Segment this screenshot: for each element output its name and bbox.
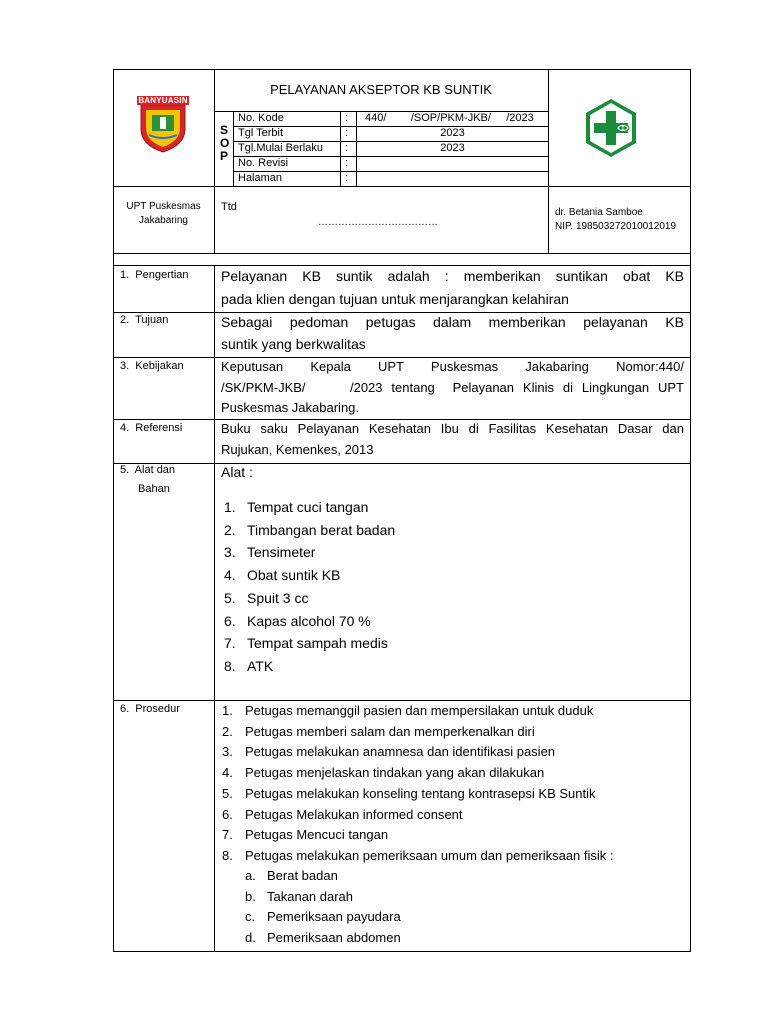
banyuasin-logo-text: BANYUASIN: [138, 96, 188, 105]
document-title: PELAYANAN AKSEPTOR KB SUNTIK: [270, 82, 492, 97]
label-alat-line1: 5. Alat dan: [120, 464, 176, 476]
list-item: 5. Spuit 3 cc: [224, 589, 309, 606]
sop-letter-p: P: [220, 149, 229, 163]
list-item: 3. Petugas melakukan anamnesa dan identifikasi pasien: [222, 744, 556, 760]
kemenkes-logo: [580, 97, 642, 159]
field-colon: :: [345, 157, 349, 169]
list-item: b. Takanan darah: [245, 888, 354, 904]
field-label-tgl-mulai: Tgl.Mulai Berlaku: [238, 142, 323, 154]
list-item: 5. Petugas melakukan konseling tentang kontrasepsi KB Suntik: [222, 785, 596, 801]
field-value-tgl-terbit: 2023: [440, 127, 465, 139]
pengertian-line1: Pelayanan KB suntik adalah : memberikan suntikan obat KB: [221, 268, 684, 284]
pengertian-line2: pada klien dengan tujuan untuk menjarangkan kelahiran: [221, 291, 569, 307]
referensi-line2: Rujukan, Kemenkes, 2013: [221, 442, 374, 457]
list-item: 4. Obat suntik KB: [224, 567, 341, 584]
list-item: 1. Petugas memanggil pasien dan mempersilakan untuk duduk: [222, 703, 594, 718]
kebijakan-line2: /SK/PKM-JKB/ /2023 tentang Pelayanan Klinis di Lingkungan UPT: [221, 380, 684, 395]
field-label-halaman: Halaman: [238, 172, 283, 184]
sop-letter-o: O: [220, 136, 230, 150]
list-item: 2. Petugas memberi salam dan memperkenalkan diri: [222, 723, 535, 739]
field-label-no-revisi: No. Revisi: [238, 157, 289, 169]
signature-dots: ………………………………: [318, 217, 438, 228]
kebijakan-line3: Puskesmas Jakabaring.: [221, 400, 360, 415]
tujuan-line2: suntik yang berkwalitas: [221, 336, 366, 352]
label-referensi: 4. Referensi: [120, 422, 183, 434]
signer-name: dr. Betania Samboe: [555, 207, 643, 218]
label-kebijakan: 3. Kebijakan: [120, 360, 184, 372]
field-colon: :: [345, 142, 349, 154]
alat-list: [224, 496, 395, 678]
list-item: 6. Petugas Melakukan informed consent: [222, 806, 463, 822]
sop-letter-s: S: [220, 123, 229, 137]
unit-name-line1: UPT Puskesmas: [126, 201, 201, 212]
prosedur-list: [222, 701, 614, 867]
list-item: 8. ATK: [224, 657, 274, 674]
field-label-tgl-terbit: Tgl Terbit: [238, 127, 284, 139]
field-value-no-kode: 440/ /SOP/PKM-JKB/ /2023: [365, 112, 534, 124]
field-value-tgl-mulai: 2023: [440, 142, 465, 154]
referensi-line1: Buku saku Pelayanan Kesehatan Ibu di Fasilitas Kesehatan Dasar dan: [221, 421, 684, 436]
label-alat-line2: Bahan: [138, 483, 170, 495]
label-tujuan: 2. Tujuan: [120, 314, 169, 326]
list-item: 6. Kapas alcohol 70 %: [224, 612, 371, 629]
kebijakan-line1: Keputusan Kepala UPT Puskesmas Jakabaring Nomor:440/: [221, 359, 684, 374]
tujuan-line1: Sebagai pedoman petugas dalam memberikan pelayanan KB: [221, 314, 684, 330]
list-item: a. Berat badan: [245, 868, 338, 883]
list-item: 4. Petugas menjelaskan tindakan yang akan dilakukan: [222, 765, 545, 781]
list-item: 7. Tempat sampah medis: [224, 635, 388, 652]
alat-heading: Alat :: [221, 464, 253, 480]
field-colon: :: [345, 112, 349, 124]
label-pengertian: 1. Pengertian: [120, 269, 189, 281]
list-item: 3. Tensimeter: [224, 544, 316, 561]
field-colon: :: [345, 127, 349, 139]
ttd-label: Ttd: [221, 201, 237, 213]
banyuasin-logo: [135, 95, 191, 153]
label-prosedur: 6. Prosedur: [120, 703, 180, 715]
list-item: 8. Petugas melakukan pemeriksaan umum dan pemeriksaan fisik :: [222, 847, 614, 863]
field-label-no-kode: No. Kode: [238, 112, 284, 124]
signer-nip: NIP. 198503272010012019: [555, 221, 677, 232]
list-item: 7. Petugas Mencuci tangan: [222, 827, 389, 843]
list-item: 2. Timbangan berat badan: [224, 521, 396, 538]
list-item: d. Pemeriksaan abdomen: [245, 930, 401, 946]
unit-name-line2: Jakabaring: [139, 215, 188, 226]
field-colon: :: [345, 172, 349, 184]
list-item: 1. Tempat cuci tangan: [224, 499, 369, 515]
prosedur-sublist: [245, 866, 401, 949]
list-item: c. Pemeriksaan payudara: [245, 909, 401, 925]
